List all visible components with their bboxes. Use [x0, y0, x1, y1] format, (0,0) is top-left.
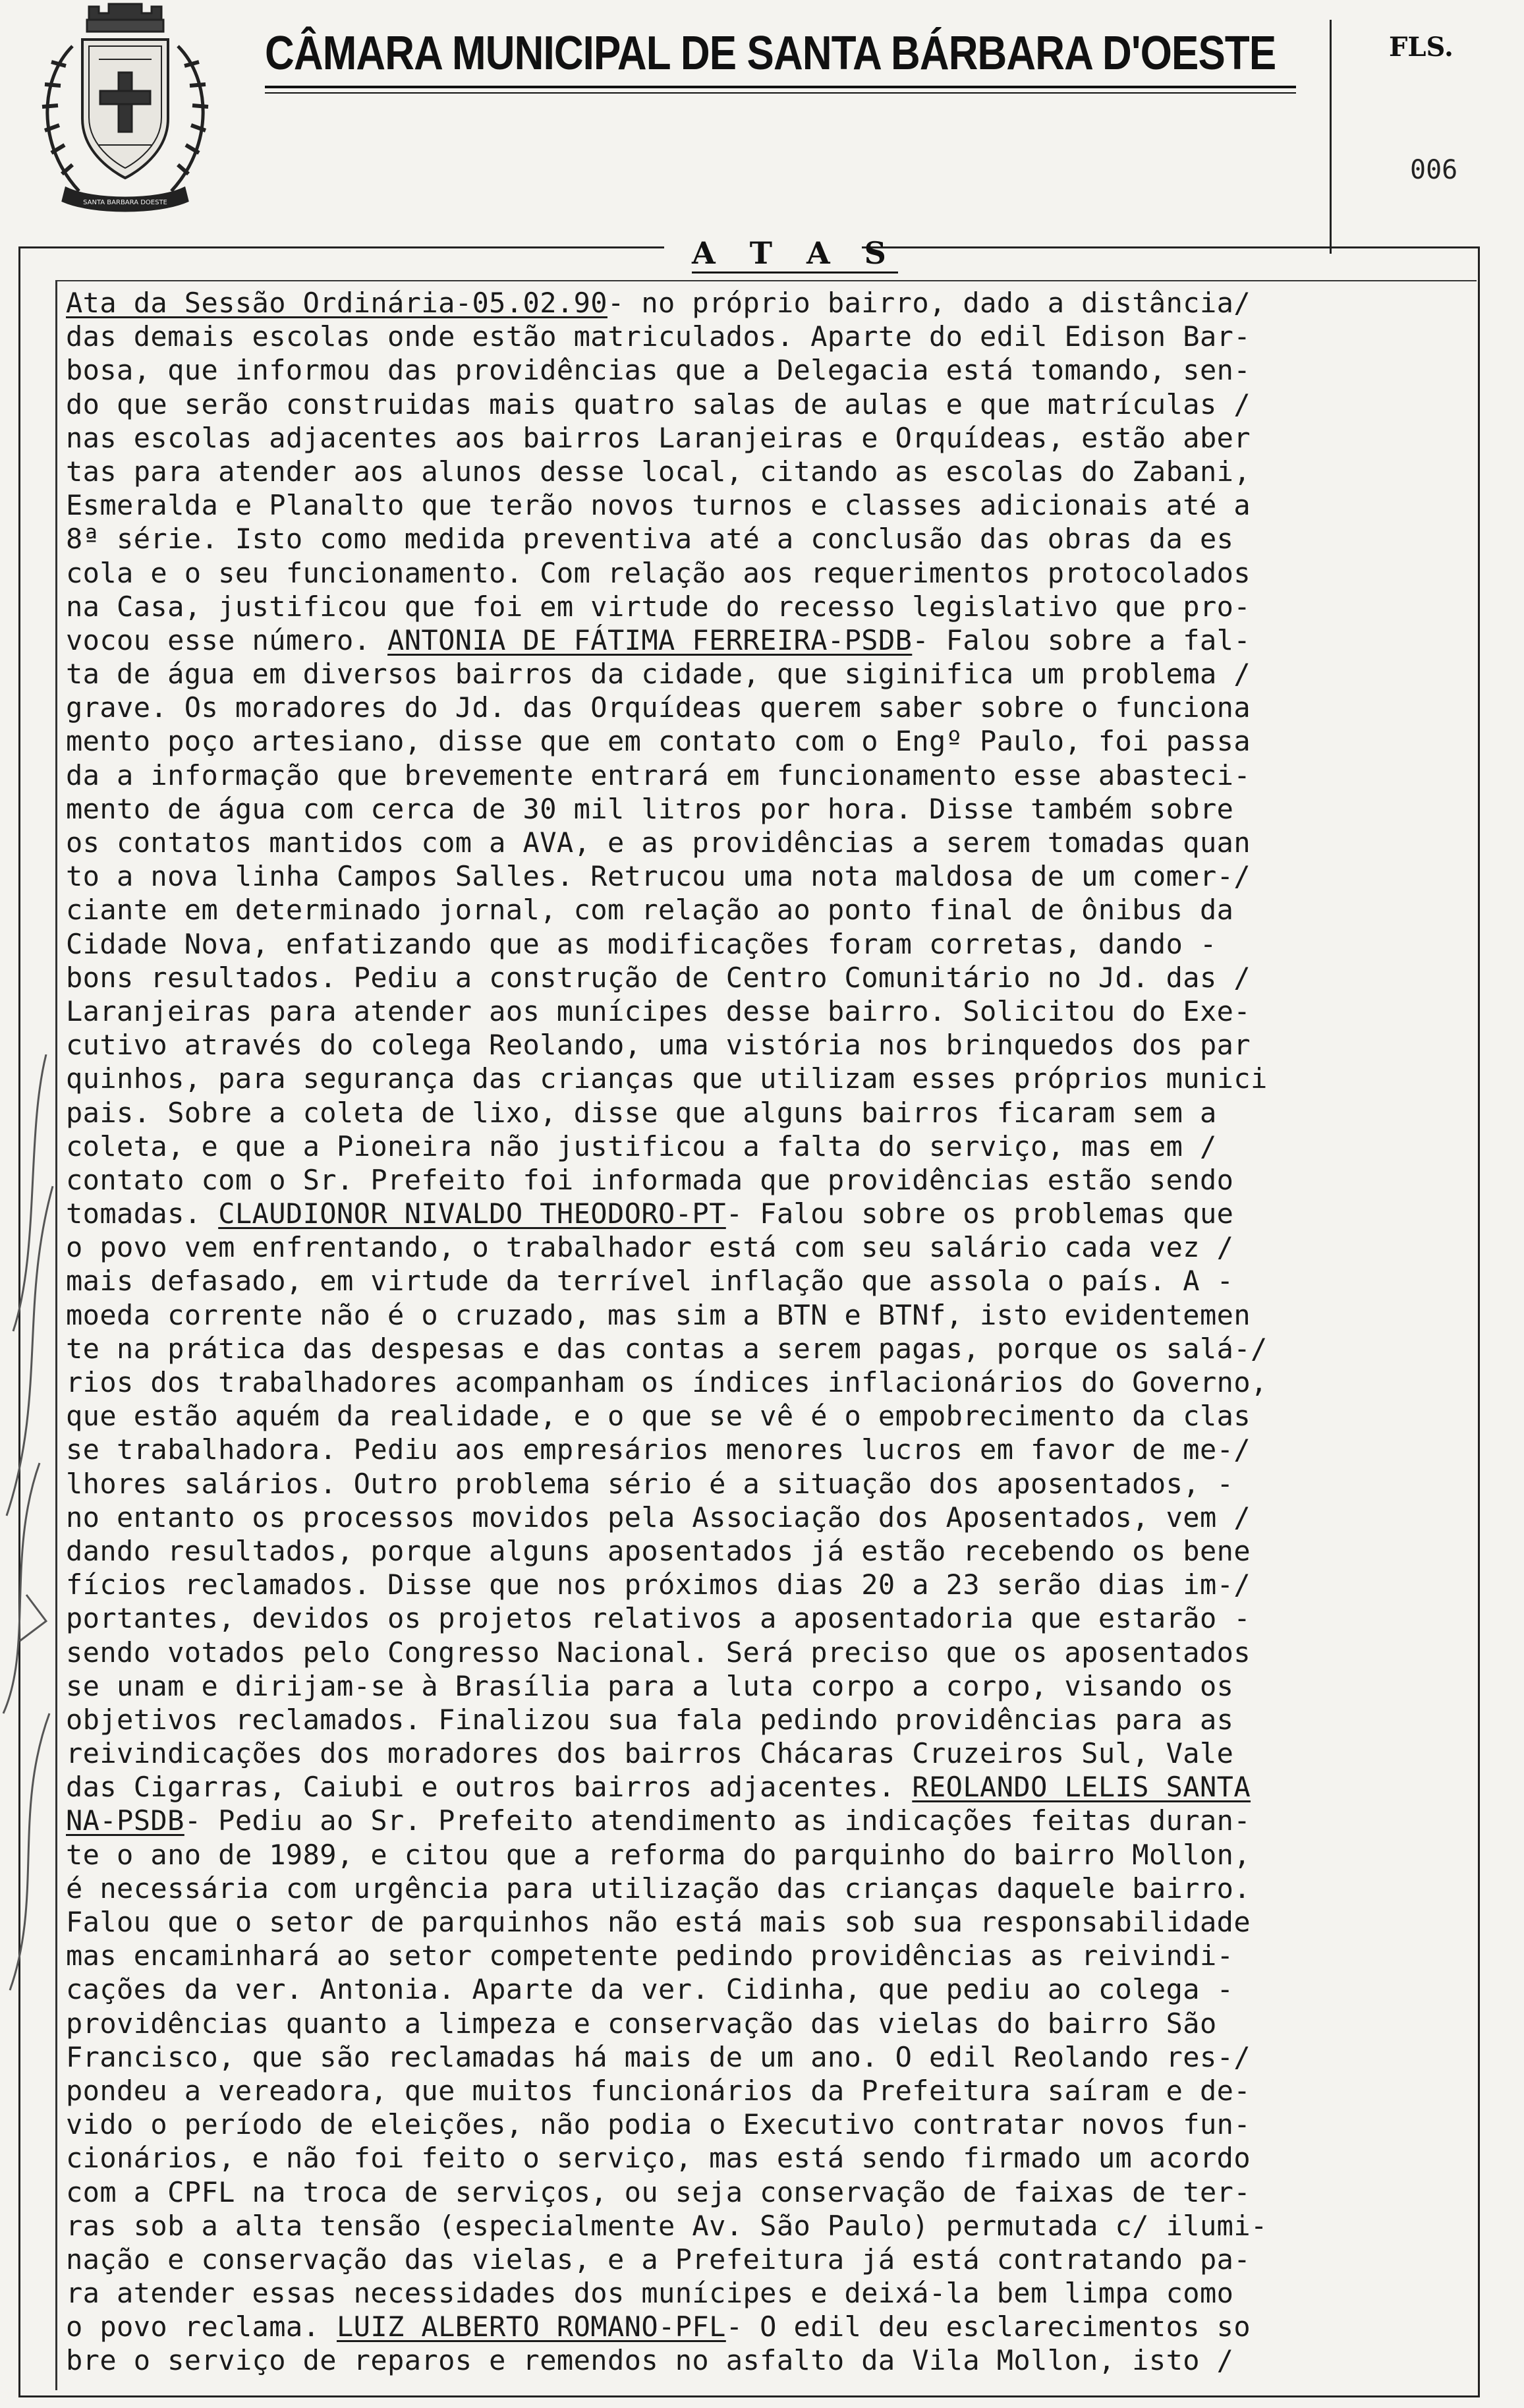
text-segment: tomadas.: [66, 1197, 219, 1230]
underlined-heading: ANTONIA DE FÁTIMA FERREIRA-PSDB: [387, 623, 913, 656]
text-line: [66, 759, 1473, 792]
text-line: [66, 1770, 1473, 1804]
text-segment: te na prática das despesas e das contas a serem pagas, porque os salá-/: [66, 1332, 1268, 1365]
seal-ribbon-text: SANTA BARBARA DOESTE: [83, 199, 167, 206]
text-line: [66, 1736, 1473, 1770]
text-segment: mento de água com cerca de 30 mil litros por hora. Disse também sobre: [66, 792, 1234, 825]
text-line: [66, 320, 1473, 353]
text-line: [66, 927, 1473, 961]
text-line: [66, 1230, 1473, 1264]
text-line: [66, 1264, 1473, 1298]
text-segment: do que serão construidas mais quatro salas de aulas e que matrículas /: [66, 387, 1251, 420]
underlined-heading: CLAUDIONOR NIVALDO THEODORO-PT: [218, 1197, 726, 1230]
text-segment: das demais escolas onde estão matriculados. Aparte do edil Edison Bar-: [66, 320, 1251, 353]
text-line: [66, 859, 1473, 893]
text-line: [66, 1433, 1473, 1466]
text-segment: contato com o Sr. Prefeito foi informada que providências estão sendo: [66, 1163, 1234, 1196]
text-line: [66, 2141, 1473, 2175]
text-line: [66, 421, 1473, 455]
page-number: 006: [1410, 155, 1458, 185]
text-segment: providências quanto a limpeza e conservação das vielas do bairro São: [66, 2007, 1217, 2040]
text-line: [66, 522, 1473, 556]
municipal-coat-of-arms-icon: [26, 0, 224, 217]
text-segment: dando resultados, porque alguns aposentados já estão recebendo os bene: [66, 1534, 1251, 1567]
text-segment: Francisco, que são reclamadas há mais de um ano. O edil Reolando res-/: [66, 2040, 1251, 2073]
text-line: [66, 455, 1473, 488]
text-segment: mas encaminhará ao setor competente pedindo providências as reivindi-: [66, 1939, 1234, 1972]
text-line: [66, 1467, 1473, 1501]
text-segment: - Falou sobre os problemas que: [725, 1197, 1234, 1230]
text-segment: quinhos, para segurança das crianças que utilizam esses próprios munici: [66, 1062, 1268, 1095]
text-segment: bons resultados. Pediu a construção de Centro Comunitário no Jd. das /: [66, 961, 1251, 994]
underlined-heading: NA-PSDB: [66, 1804, 184, 1837]
text-segment: da a informação que brevemente entrará em funcionamento esse abasteci-: [66, 759, 1251, 791]
underlined-heading: REOLANDO LELIS SANTA: [912, 1771, 1251, 1804]
text-line: [66, 1534, 1473, 1568]
text-segment: cações da ver. Antonia. Aparte da ver. Cidinha, que pediu ao colega -: [66, 1973, 1234, 2006]
text-segment: vido o período de eleições, não podia o Executivo contratar novos fun-: [66, 2108, 1251, 2141]
text-line: [66, 2074, 1473, 2107]
text-line: [66, 1028, 1473, 1062]
text-line: [66, 1197, 1473, 1230]
text-line: [66, 1669, 1473, 1703]
text-line: [66, 1501, 1473, 1534]
text-segment: fícios reclamados. Disse que nos próximos dias 20 a 23 serão dias im-/: [66, 1568, 1251, 1601]
text-segment: te o ano de 1989, e citou que a reforma do parquinho do bairro Mollon,: [66, 1838, 1251, 1871]
handwritten-signature-marks: [0, 1054, 59, 2175]
text-line: [66, 623, 1473, 657]
text-line: [66, 893, 1473, 927]
text-segment: Esmeralda e Planalto que terão novos turnos e classes adicionais até a: [66, 489, 1251, 522]
underlined-heading: LUIZ ALBERTO ROMANO-PFL: [336, 2310, 726, 2343]
section-title: A T A S: [692, 236, 898, 273]
text-segment: cutivo através do colega Reolando, uma vistória nos brinquedos dos par: [66, 1029, 1251, 1062]
text-line: [66, 1838, 1473, 1872]
text-segment: ras sob a alta tensão (especialmente Av. São Paulo) permutada c/ ilumi-: [66, 2209, 1268, 2242]
text-line: [66, 2209, 1473, 2243]
text-segment: tas para atender aos alunos desse local, citando as escolas do Zabani,: [66, 455, 1251, 488]
text-segment: ta de água em diversos bairros da cidade, que siginifica um problema /: [66, 658, 1251, 691]
title-underline: [265, 86, 1296, 88]
text-segment: sendo votados pelo Congresso Nacional. Será preciso que os aposentados: [66, 1636, 1251, 1669]
text-segment: cionários, e não foi feito o serviço, mas está sendo firmado um acordo: [66, 2142, 1251, 2175]
underlined-heading: Ata da Sessão Ordinária-05.02.90: [66, 287, 607, 319]
text-segment: rios dos trabalhadores acompanham os índices inflacionários do Governo,: [66, 1366, 1268, 1398]
text-segment: ciante em determinado jornal, com relação ao ponto final de ônibus da: [66, 894, 1234, 927]
text-segment: ra atender essas necessidades dos munícipes e deixá-la bem limpa como: [66, 2277, 1234, 2310]
text-segment: o povo reclama.: [66, 2310, 337, 2343]
text-line: [66, 691, 1473, 724]
text-segment: - no próprio bairro, dado a distância/: [607, 287, 1251, 319]
text-line: [66, 1096, 1473, 1130]
text-segment: 8ª série. Isto como medida preventiva até a conclusão das obras da es: [66, 523, 1234, 556]
text-line: [66, 826, 1473, 859]
text-line: [66, 2175, 1473, 2209]
fls-label: FLS.: [1389, 32, 1453, 63]
text-line: [66, 1332, 1473, 1365]
text-line: [66, 2243, 1473, 2276]
text-line: [66, 2343, 1473, 2377]
text-segment: Cidade Nova, enfatizando que as modificações foram corretas, dando -: [66, 927, 1217, 960]
text-segment: é necessária com urgência para utilização das crianças daquele bairro.: [66, 1872, 1251, 1905]
institution-title: CÂMARA MUNICIPAL DE SANTA BÁRBARA D'OESTE: [265, 27, 1276, 80]
text-line: [66, 1703, 1473, 1736]
text-line: [66, 2107, 1473, 2141]
text-line: [66, 961, 1473, 994]
fls-divider: [1330, 20, 1332, 254]
text-line: [66, 1298, 1473, 1332]
text-segment: - Falou sobre a fal-: [912, 623, 1251, 656]
text-segment: moeda corrente não é o cruzado, mas sim a BTN e BTNf, isto evidentemen: [66, 1298, 1251, 1331]
text-segment: reivindicações dos moradores dos bairros Chácaras Cruzeiros Sul, Vale: [66, 1737, 1234, 1770]
text-segment: - O edil deu esclarecimentos so: [725, 2310, 1251, 2343]
text-line: [66, 1601, 1473, 1635]
minutes-body: [66, 286, 1473, 2378]
text-segment: bre o serviço de reparos e remendos no asfalto da Vila Mollon, isto /: [66, 2344, 1234, 2377]
text-segment: to a nova linha Campos Salles. Retrucou uma nota maldosa de um comer-/: [66, 860, 1251, 893]
text-line: [66, 1130, 1473, 1163]
text-segment: mento poço artesiano, disse que em contato com o Engº Paulo, foi passa: [66, 725, 1251, 758]
text-line: [66, 1399, 1473, 1433]
text-line: [66, 286, 1473, 320]
text-segment: se unam e dirijam-se à Brasília para a luta corpo a corpo, visando os: [66, 1669, 1234, 1702]
text-segment: bosa, que informou das providências que a Delegacia está tomando, sen-: [66, 354, 1251, 387]
text-line: [66, 1939, 1473, 1972]
text-line: [66, 1804, 1473, 1837]
text-segment: portantes, devidos os projetos relativos a aposentadoria que estarão -: [66, 1602, 1251, 1635]
text-line: [66, 1163, 1473, 1197]
text-segment: se trabalhadora. Pediu aos empresários menores lucros em favor de me-/: [66, 1433, 1251, 1466]
text-line: [66, 724, 1473, 758]
text-segment: objetivos reclamados. Finalizou sua fala pedindo providências para as: [66, 1703, 1234, 1736]
text-segment: no entanto os processos movidos pela Associação dos Aposentados, vem /: [66, 1501, 1251, 1534]
text-segment: mais defasado, em virtude da terrível inflação que assola o país. A -: [66, 1265, 1234, 1298]
text-line: [66, 590, 1473, 623]
text-segment: das Cigarras, Caiubi e outros bairros adjacentes.: [66, 1771, 913, 1804]
text-segment: pondeu a vereadora, que muitos funcionários da Prefeitura saíram e de-: [66, 2074, 1251, 2107]
text-segment: os contatos mantidos com a AVA, e as providências a serem tomadas quan: [66, 826, 1251, 859]
text-segment: coleta, e que a Pioneira não justificou a falta do serviço, mas em /: [66, 1130, 1217, 1162]
text-line: [66, 488, 1473, 522]
text-segment: - Pediu ao Sr. Prefeito atendimento as indicações feitas duran-: [184, 1804, 1251, 1837]
text-line: [66, 1905, 1473, 1939]
text-line: [66, 2310, 1473, 2343]
text-line: [66, 1636, 1473, 1669]
text-segment: lhores salários. Outro problema sério é a situação dos aposentados, -: [66, 1467, 1234, 1500]
text-line: [66, 994, 1473, 1028]
text-line: [66, 657, 1473, 691]
text-line: [66, 1365, 1473, 1399]
title-underline-thin: [265, 92, 1296, 94]
text-segment: nação e conservação das vielas, e a Prefeitura já está contratando pa-: [66, 2243, 1251, 2276]
text-line: [66, 792, 1473, 826]
text-line: [66, 1872, 1473, 1905]
text-segment: vocou esse número.: [66, 623, 388, 656]
text-line: [66, 353, 1473, 387]
text-line: [66, 2040, 1473, 2074]
text-segment: Laranjeiras para atender aos munícipes desse bairro. Solicitou do Exe-: [66, 994, 1251, 1027]
text-segment: pais. Sobre a coleta de lixo, disse que alguns bairros ficaram sem a: [66, 1096, 1217, 1129]
text-line: [66, 2007, 1473, 2040]
text-line: [66, 1568, 1473, 1601]
text-segment: cola e o seu funcionamento. Com relação aos requerimentos protocolados: [66, 556, 1251, 589]
text-segment: que estão aquém da realidade, e o que se vê é o empobrecimento da clas: [66, 1400, 1251, 1433]
text-line: [66, 1972, 1473, 2006]
text-segment: com a CPFL na troca de serviços, ou seja conservação de faixas de ter-: [66, 2175, 1251, 2208]
text-line: [66, 556, 1473, 590]
text-segment: grave. Os moradores do Jd. das Orquídeas querem saber sobre o funciona: [66, 691, 1251, 724]
text-segment: nas escolas adjacentes aos bairros Laranjeiras e Orquídeas, estão aber: [66, 421, 1251, 454]
text-segment: na Casa, justificou que foi em virtude do recesso legislativo que pro-: [66, 590, 1251, 623]
text-line: [66, 1062, 1473, 1095]
text-line: [66, 387, 1473, 421]
text-segment: Falou que o setor de parquinhos não está mais sob sua responsabilidade: [66, 1906, 1251, 1938]
text-line: [66, 2276, 1473, 2310]
text-segment: o povo vem enfrentando, o trabalhador está com seu salário cada vez /: [66, 1231, 1234, 1264]
